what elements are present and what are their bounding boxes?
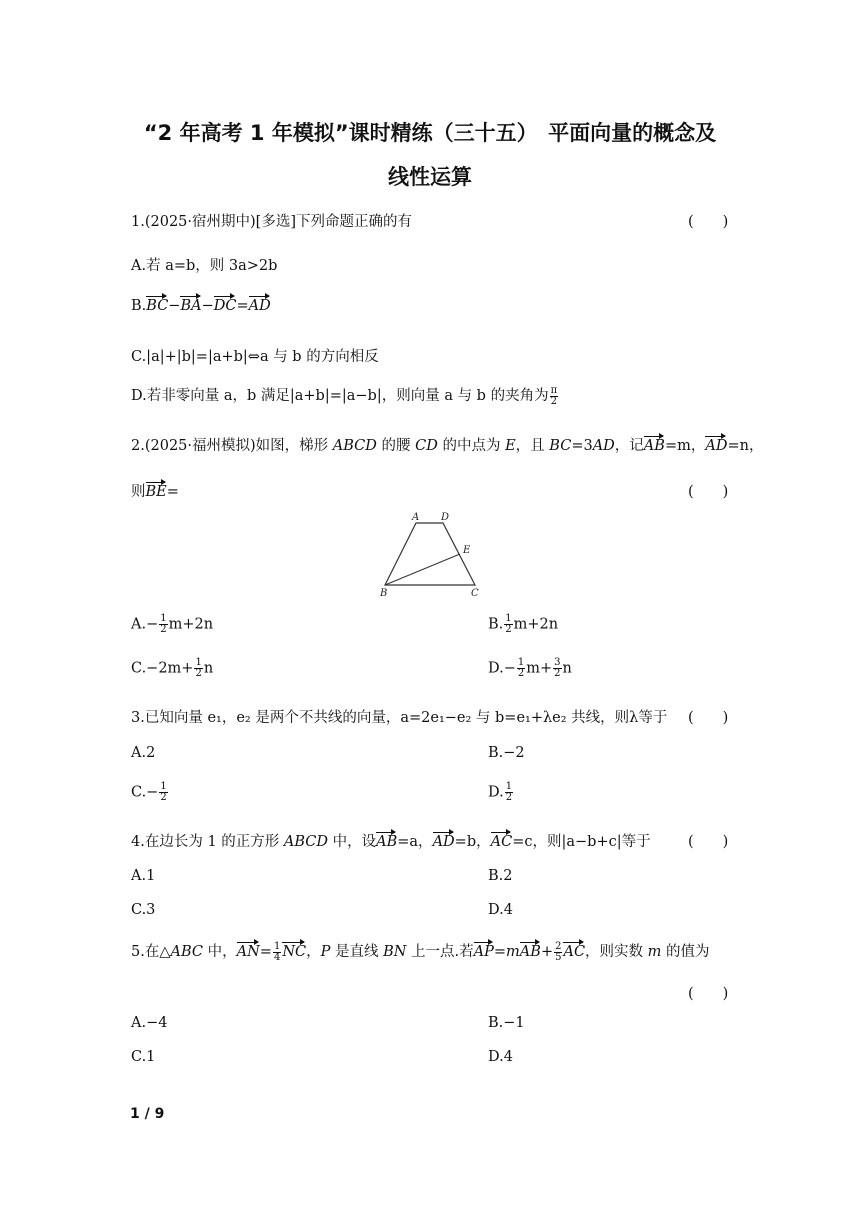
fraction — [159, 782, 167, 803]
opt-text: n — [562, 660, 572, 677]
page-title-line2: 线性运算 — [388, 165, 472, 189]
frac-den: 2 — [505, 792, 513, 803]
q3-option-a: A.2 — [131, 745, 156, 761]
vector-ac: AC — [490, 834, 513, 850]
q2-bc: BC — [549, 438, 572, 454]
q5-text: + — [540, 944, 554, 960]
frac-num: 3 — [554, 657, 561, 668]
q5-option-d: D.4 — [488, 1049, 513, 1065]
q4-option-b: B.2 — [488, 868, 513, 884]
opt-text: m+2n — [513, 616, 559, 633]
frac-num: 1 — [273, 940, 281, 952]
q1-option-c: C.|a|+|b|=|a+b|⇔a 与 b 的方向相反 — [131, 349, 379, 365]
q1-option-a: A.若 a=b，则 3a>2b — [131, 258, 278, 274]
frac-den: 4 — [273, 951, 281, 963]
q4-text: 中，设 — [328, 834, 377, 850]
label-d: D — [441, 512, 450, 523]
fraction — [517, 658, 525, 679]
q5-bn: BN — [383, 944, 407, 960]
q2-text: 的中点为 — [437, 438, 506, 454]
vector-ap: AP — [473, 944, 494, 960]
q5-m: m — [647, 944, 662, 960]
q5-stem — [131, 940, 710, 963]
opt-text: D. — [488, 784, 504, 801]
frac-num: π — [550, 384, 558, 396]
frac-den: 2 — [505, 624, 512, 635]
fraction-pi-over-2 — [550, 386, 559, 407]
q2-text: ，且 — [515, 438, 550, 454]
fraction — [505, 782, 513, 803]
segment-be — [385, 554, 460, 585]
label-b: B — [380, 588, 388, 599]
opt-text: A.− — [131, 616, 159, 633]
fraction — [273, 942, 281, 963]
frac-den: 2 — [160, 792, 167, 803]
fraction — [159, 614, 167, 635]
frac-den: 5 — [555, 951, 562, 963]
fraction — [554, 942, 562, 963]
q2-text: =3 — [571, 438, 593, 454]
vector-ab: AB — [519, 944, 541, 960]
vector-be: BE — [145, 484, 167, 500]
vector-ab: AB — [643, 438, 665, 454]
q5-answer-paren: ( ) — [688, 986, 729, 1002]
q1-b-prefix: B. — [131, 298, 147, 314]
frac-den: 2 — [195, 668, 202, 679]
q1-option-b — [131, 298, 271, 314]
q2-text: = — [166, 484, 179, 500]
q4-option-c: C.3 — [131, 902, 156, 918]
q3-option-b: B.−2 — [488, 745, 525, 761]
vector-nc: NC — [282, 944, 307, 960]
q5-text: = — [259, 944, 272, 960]
q2-option-a — [131, 614, 213, 635]
label-a: A — [412, 512, 420, 523]
q2-text: 2.(2025·福州模拟)如图，梯形 — [131, 438, 333, 454]
q3-option-c — [131, 782, 169, 803]
opt-text: C.− — [131, 784, 159, 801]
q2-stem-line2 — [131, 480, 179, 501]
frac-num: 1 — [517, 657, 525, 668]
fraction — [504, 614, 512, 635]
opt-text: m+2n — [168, 616, 214, 633]
opt-text: m+ — [526, 660, 553, 677]
opt-text: B. — [488, 616, 504, 633]
q4-abcd: ABCD — [283, 834, 329, 850]
frac-num: 1 — [160, 781, 167, 792]
opt-text: n — [203, 660, 214, 677]
q2-ad: AD — [592, 438, 615, 454]
q1-stem: 1.(2025·宿州期中)[多选]下列命题正确的有 — [131, 214, 412, 230]
frac-num: 1 — [505, 781, 513, 792]
q5-text: 上一点.若 — [406, 944, 474, 960]
opt-text: C.−2m+ — [131, 660, 194, 677]
q2-text: 的腰 — [376, 438, 416, 454]
q1-option-d — [131, 384, 559, 407]
q2-stem-line1 — [131, 434, 763, 455]
label-e: E — [463, 545, 471, 556]
q5-text: 是直线 — [330, 944, 384, 960]
fraction — [553, 658, 561, 679]
q4-text: 4.在边长为 1 的正方形 — [131, 834, 284, 850]
q3-option-d — [488, 782, 514, 803]
frac-den: 2 — [554, 668, 561, 679]
frac-den: 2 — [550, 395, 558, 407]
q1-answer-paren: ( ) — [688, 214, 729, 230]
q5-text: 的值为 — [661, 944, 710, 960]
q4-text: =b， — [454, 834, 491, 850]
q4-stem — [131, 830, 651, 851]
vector-ad: AD — [705, 438, 728, 454]
q5-abc: ABC — [170, 944, 203, 960]
q1-b-eq: = — [236, 298, 249, 314]
frac-num: 2 — [555, 940, 562, 952]
q2-text: =m， — [664, 438, 706, 454]
q2-option-b — [488, 614, 558, 635]
q2-text: 则 — [131, 484, 146, 500]
vector-ad: AD — [248, 298, 271, 314]
q5-text: 中， — [203, 944, 237, 960]
q4-option-d: D.4 — [488, 902, 513, 918]
q5-text: ， — [306, 944, 321, 960]
vector-dc: DC — [213, 298, 237, 314]
q2-option-c — [131, 658, 213, 679]
frac-den: 2 — [160, 624, 167, 635]
opt-text: D.− — [488, 660, 516, 677]
frac-num: 1 — [505, 613, 512, 624]
q4-text: =c，则|a−b+c|等于 — [512, 834, 651, 850]
frac-num: 1 — [195, 657, 202, 668]
q1-d-text: D.若非零向量 a，b 满足|a+b|=|a−b|，则向量 a 与 b 的夹角为 — [131, 388, 549, 404]
q2-cd: CD — [415, 438, 438, 454]
q3-answer-paren: ( ) — [688, 710, 729, 726]
q4-answer-paren: ( ) — [688, 834, 729, 850]
page-title-line1: “2 年高考 1 年模拟”课时精练（三十五） 平面向量的概念及 — [143, 121, 717, 145]
q5-option-c: C.1 — [131, 1049, 156, 1065]
q2-answer-paren: ( ) — [688, 484, 729, 500]
frac-num: 1 — [160, 613, 167, 624]
q1-b-op2: − — [201, 298, 214, 314]
frac-den: 2 — [517, 668, 525, 679]
q5-option-b: B.−1 — [488, 1015, 525, 1031]
q4-option-a: A.1 — [131, 868, 156, 884]
vector-bc: BC — [146, 298, 169, 314]
q4-text: =a， — [397, 834, 433, 850]
fraction — [194, 658, 202, 679]
q1-b-op1: − — [168, 298, 181, 314]
q2-option-d — [488, 658, 572, 679]
q2-e: E — [505, 438, 516, 454]
q5-text: 5.在△ — [131, 944, 171, 960]
page-number: 1 / 9 — [130, 1106, 165, 1122]
vector-ac: AC — [563, 944, 586, 960]
vector-ba: BA — [180, 298, 202, 314]
q2-text: =n， — [727, 438, 764, 454]
q5-text: ，则实数 — [585, 944, 648, 960]
vector-ad: AD — [432, 834, 455, 850]
q5-text: = — [493, 944, 507, 960]
vector-ab: AB — [376, 834, 398, 850]
q2-text: ，记 — [614, 438, 644, 454]
vector-an: AN — [236, 944, 260, 960]
q5-p: P — [320, 944, 331, 960]
q5-m: m — [506, 944, 520, 960]
trapezoid-abcd — [385, 523, 475, 585]
trapezoid-figure — [376, 508, 486, 600]
q2-abcd: ABCD — [332, 438, 377, 454]
q5-option-a: A.−4 — [131, 1015, 168, 1031]
label-c: C — [471, 588, 479, 599]
q3-stem: 3.已知向量 e₁，e₂ 是两个不共线的向量，a=2e₁−e₂ 与 b=e₁+λe₂ 共线，则λ等于 — [131, 710, 668, 726]
